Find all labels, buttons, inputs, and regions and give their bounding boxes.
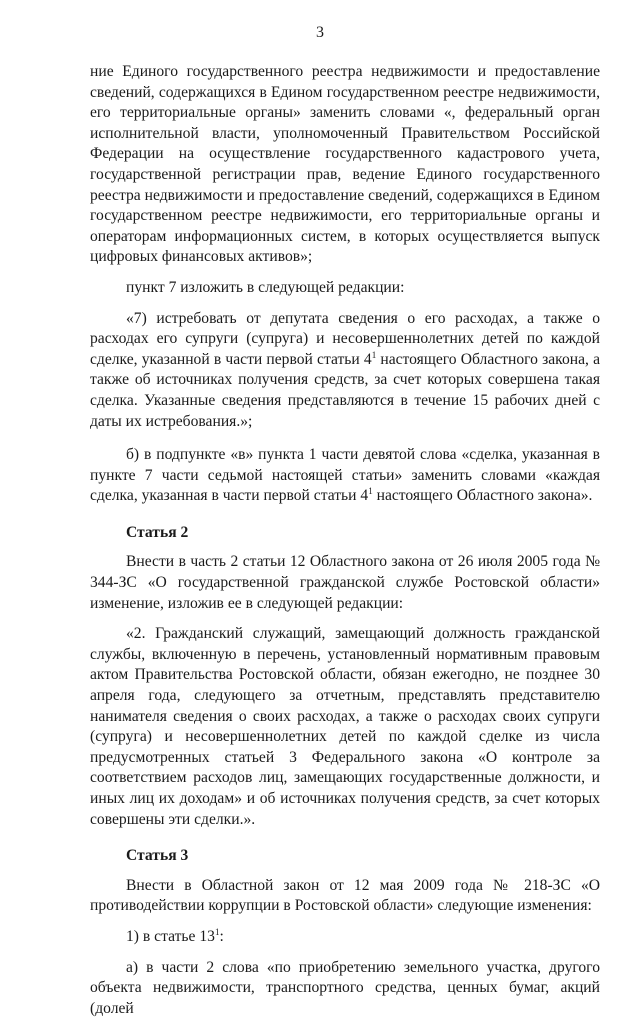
paragraph: пункт 7 изложить в следующей редакции: [126,278,405,296]
paragraph: Внести в Областной закон от 12 мая 2009 года № 218-ЗС «О противодействии коррупции в Ростовской области» следующие изменения: [90,876,600,915]
paragraph: «2. Гражданский служащий, замещающий должность гражданской службы, включенную в перечень, установленный нормативным правовым актом Правительства Ростовской области, обязан ежегодно, не позднее 30 апреля года, следующего за отчетным, представлять представителю нанимателя сведения о своих расходах, а также о расходах своих супруги (супруга) и несовершеннолетних детей по каждой сделке из числа предусмотренных статьей 3 Федерального закона «О контроле за соответствием расходов лиц, замещающих государственные должности, и иных лиц их доходам» и об источниках получения средств, за счет которых совершены эти сделки.». [90,625,600,828]
paragraph: а) в части 2 слова «по приобретению земельного участка, другого объекта недвижимости, транспортного средства, ценных бумаг, акций (долей [90,958,600,1017]
superscript: 1 [368,486,373,497]
page-number: 3 [316,24,324,41]
paragraph [90,309,600,433]
paragraph [90,445,600,507]
document-body [90,62,600,1019]
article-heading: Статья 2 [126,523,189,541]
paragraph-text: б) в подпункте «в» пункта 1 части девятой слова «сделка, указанная в пункте 7 части седьмой настоящей статьи» заменить словами «каждая сделка, указанная в части первой статьи 4 [90,446,600,505]
superscript: 1 [371,349,377,360]
paragraph: Внести в часть 2 статьи 12 Областного закона от 26 июля 2005 года № 344-ЗС «О государственной гражданской службе Ростовской области» изменение, изложив ее в следующей редакции: [90,553,600,612]
paragraph: ние Единого государственного реестра недвижимости и предоставление сведений, содержащихся в Едином государственном реестре недвижимости, его территориальные органы» заменить словами «, федеральный орган исполнительной власти, уполномоченный Правительством Российской Федерации на осуществление государственного кадастрового учета, государственной регистрации прав, ведение Единого государственного реестра недвижимости и предоставление сведений, содержащихся в Едином государственном реестре недвижимости, его территориальные органы и операторам информационных систем, в которых осуществляется выпуск цифровых финансовых активов»; [90,63,600,266]
paragraph-text: : [219,927,224,945]
paragraph-text: настоящего Областного закона». [372,487,593,505]
superscript: 1 [214,926,220,937]
article-heading: Статья 3 [126,847,189,865]
paragraph-text: 1) в статье 13 [126,927,215,945]
paragraph [90,927,600,948]
paragraph-text: настоящего Областного закона, а также об источниках получения средств, за счет которых совершена такая сделка. Указанные сведения представляются в течение 15 рабочих дней с даты их истребования.»; [90,350,600,430]
paragraph-text: «7) истребовать от депутата сведения о его расходах, а также о расходах его супруги (супруга) и несовершеннолетних детей по каждой сделке, указанной в части первой статьи 4 [90,309,600,368]
